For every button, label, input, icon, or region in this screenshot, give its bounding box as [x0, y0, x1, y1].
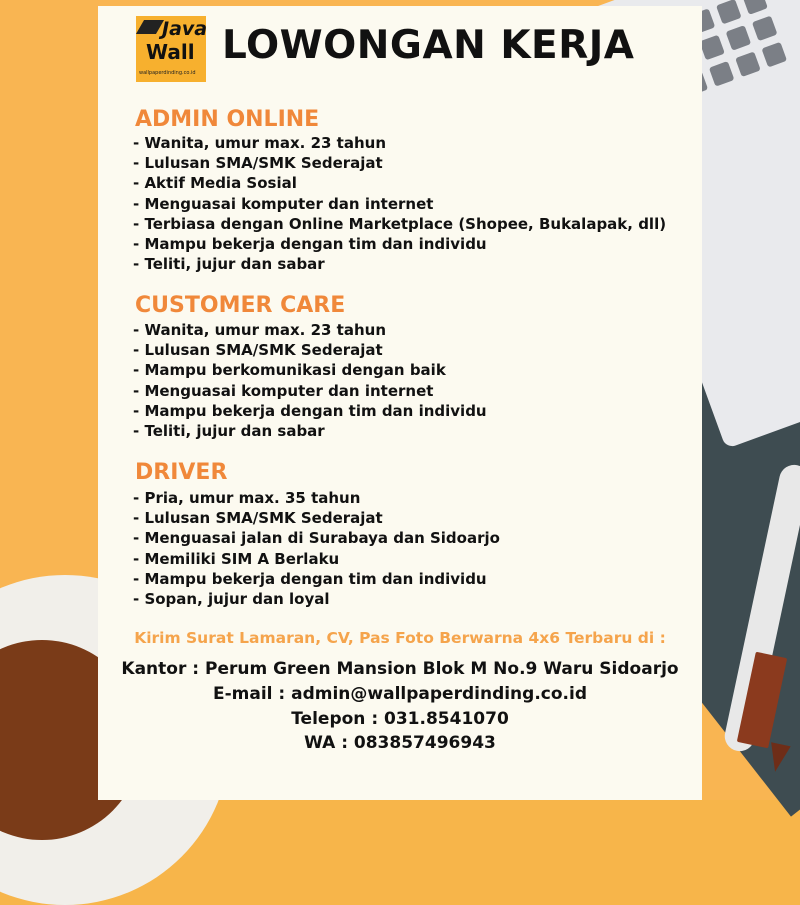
list-item: - Teliti, jujur dan sabar — [133, 422, 325, 441]
list-item: - Menguasai komputer dan internet — [133, 381, 434, 400]
list-item: - Terbiasa dengan Online Marketplace (Shopee, Bukalapak, dll) — [133, 214, 667, 233]
list-item: - Wanita, umur max. 23 tahun — [133, 134, 386, 152]
list-item: - Menguasai komputer dan internet — [133, 194, 434, 213]
list-item: - Wanita, umur max. 23 tahun — [133, 321, 386, 339]
logo-mark-icon — [136, 20, 164, 34]
list-item: - Menguasai jalan di Surabaya dan Sidoarjo — [133, 529, 500, 548]
list-item: - Lulusan SMA/SMK Sederajat — [133, 154, 383, 173]
phone-contact: Telepon : 031.8541070 — [291, 709, 509, 729]
section-heading-admin-online: ADMIN ONLINE — [135, 107, 320, 132]
list-item: - Lulusan SMA/SMK Sederajat — [133, 509, 383, 528]
list-item: - Sopan, jujur dan loyal — [133, 590, 330, 609]
email-contact: E-mail : admin@wallpaperdinding.co.id — [212, 684, 588, 704]
list-item: - Pria, umur max. 35 tahun — [133, 489, 361, 507]
list-item: - Lulusan SMA/SMK Sederajat — [133, 341, 383, 360]
page-title: LOWONGAN KERJA — [222, 23, 635, 68]
section-heading-customer-care: CUSTOMER CARE — [135, 293, 346, 318]
list-item: - Mampu bekerja dengan tim dan individu — [133, 235, 487, 254]
java-wall-logo: Java Wall wallpaperdinding.co.id — [136, 16, 206, 82]
application-instruction: Kirim Surat Lamaran, CV, Pas Foto Berwarna 4x6 Terbaru di : — [134, 629, 666, 647]
whatsapp-contact: WA : 083857496943 — [304, 733, 496, 753]
list-item: - Aktif Media Sosial — [133, 174, 297, 193]
list-item: - Memiliki SIM A Berlaku — [133, 549, 340, 568]
list-item: - Teliti, jujur dan sabar — [133, 255, 325, 274]
list-item: - Mampu berkomunikasi dengan baik — [133, 361, 446, 380]
list-item: - Mampu bekerja dengan tim dan individu — [133, 569, 487, 588]
driver-requirements — [133, 488, 500, 609]
section-heading-driver: DRIVER — [135, 460, 228, 485]
customer-care-requirements — [133, 320, 487, 441]
admin-online-requirements — [133, 133, 666, 274]
office-address: Kantor : Perum Green Mansion Blok M No.9 Waru Sidoarjo — [121, 659, 679, 679]
list-item: - Mampu bekerja dengan tim dan individu — [133, 401, 487, 420]
